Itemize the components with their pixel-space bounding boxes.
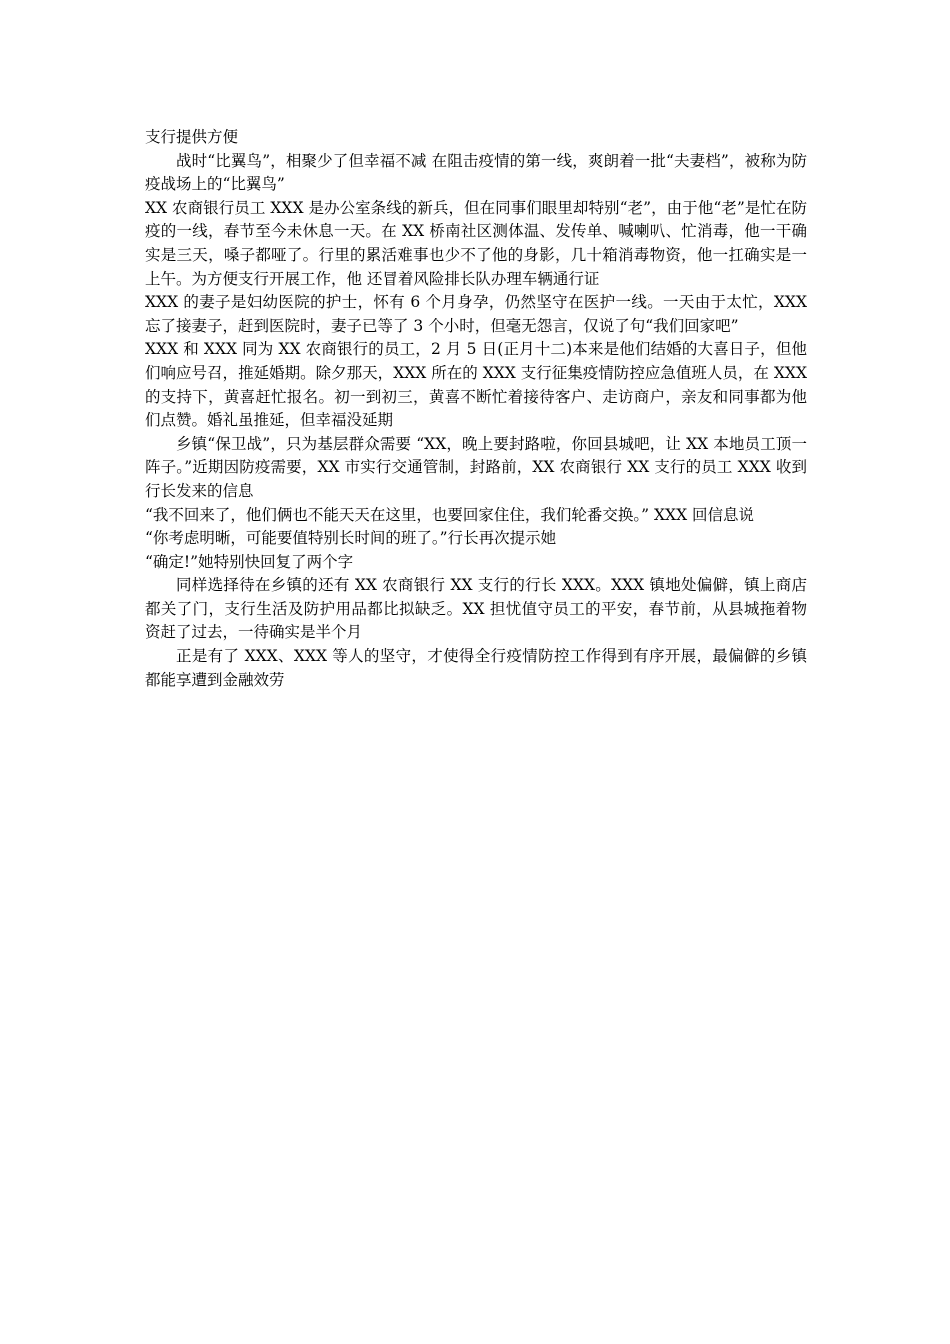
paragraph-4: XXX 的妻子是妇幼医院的护士，怀有 6 个月身孕，仍然坚守在医护一线。一天由于太忙，XXX 忘了接妻子，赶到医院时，妻子已等了 3 个小时，但毫无怨言，仅说了句“我们回家吧”: [145, 293, 807, 335]
paragraph-7: “我不回来了，他们俩也不能天天在这里，也要回家住住，我们轮番交换。” XXX 回信息说: [145, 505, 755, 524]
paragraph-10: 同样选择待在乡镇的还有 XX 农商银行 XX 支行的行长 XXX。XXX 镇地处偏僻，镇上商店都关了门，支行生活及防护用品都比拟缺乏。XX 担忧值守员工的平安，春节前，从县城拖着物资赶了过去，一待确实是半个月: [145, 576, 807, 642]
paragraph-11: 正是有了 XXX、XXX 等人的坚守，才使得全行疫情防控工作得到有序开展，最偏僻的乡镇都能享遭到金融效劳: [145, 647, 807, 689]
document-body: [145, 126, 807, 692]
paragraph-2: 战时“比翼鸟”，相聚少了但幸福不减 在阻击疫情的第一线，爽朗着一批“夫妻档”，被称为防疫战场上的“比翼鸟”: [145, 151, 807, 194]
paragraph-9: “确定!”她特别快回复了两个字: [145, 552, 354, 571]
paragraph-3: XX 农商银行员工 XXX 是办公室条线的新兵，但在同事们眼里却特别“老”，由于他“老”是忙在防疫的一线，春节至今未休息一天。在 XX 桥南社区测体温、发传单、喊喇叭、忙消毒，他一干确实是三天，嗓子都哑了。行里的累活难事也少不了他的身影，几十箱消毒物资，他一扛确实是一上午。为方便支行开展工作，他 还冒着风险排长队办理车辆通行证: [145, 198, 807, 288]
paragraph-8: “你考虑明晰，可能要值特别长时间的班了。”行长再次提示她: [145, 529, 557, 548]
paragraph-1: 支行提供方便: [145, 128, 239, 146]
paragraph-5: XXX 和 XXX 同为 XX 农商银行的员工，2 月 5 日(正月十二)本来是他们结婚的大喜日子，但他们响应号召，推延婚期。除夕那天，XXX 所在的 XXX 支行征集疫情防控应急值班人员，在 XXX 的支持下，黄喜赶忙报名。初一到初三，黄喜不断忙着接待客户、走访商户，亲友和同事都为他们点赞。婚礼虽推延，但幸福没延期: [145, 340, 807, 430]
paragraph-6: 乡镇“保卫战”，只为基层群众需要 “XX，晚上要封路啦，你回县城吧，让 XX 本地员工顶一阵子。”近期因防疫需要，XX 市实行交通管制，封路前，XX 农商银行 XX 支行的员工 XXX 收到行长发来的信息: [145, 434, 807, 500]
